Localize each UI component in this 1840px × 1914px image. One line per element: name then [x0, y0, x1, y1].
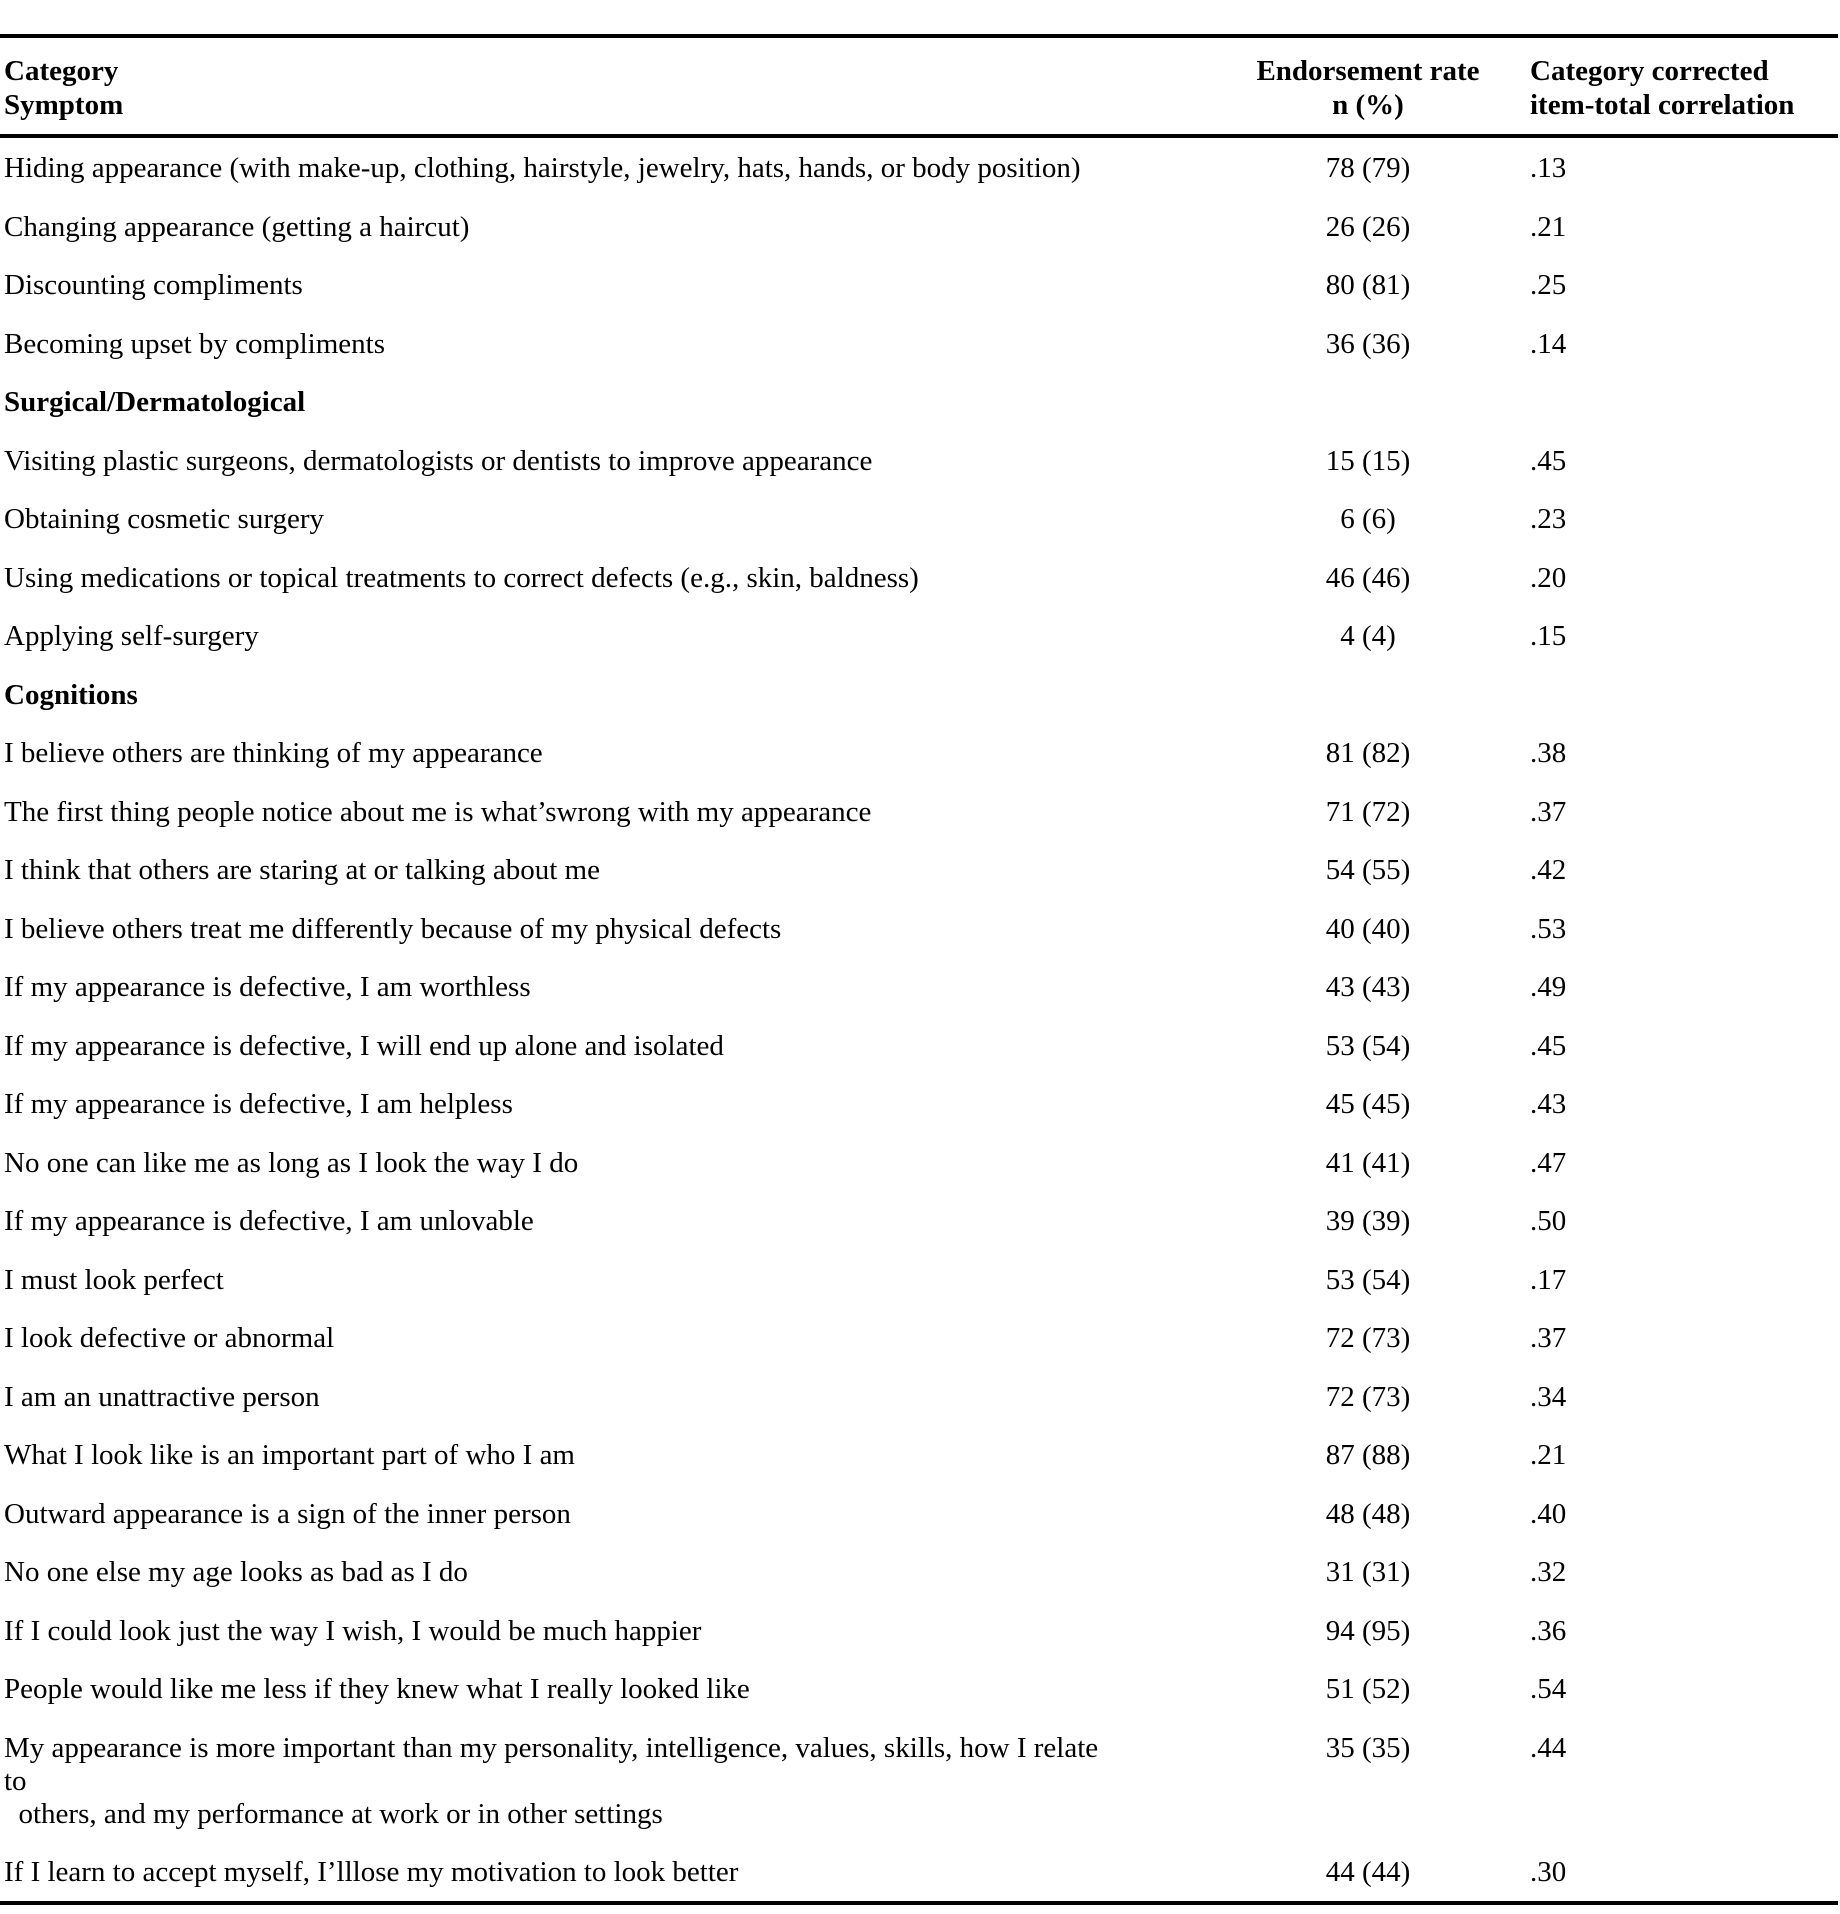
correlation-cell: .42	[1530, 854, 1567, 886]
endorsement-rate-cell: 40 (40)	[1325, 912, 1411, 945]
correlation-cell: .15	[1530, 620, 1567, 652]
header-col3-line2: item-total correlation	[1530, 89, 1795, 121]
symptom-cell: Hiding appearance (with make-up, clothing, hairstyle, jewelry, hats, hands, or body position)	[4, 152, 1081, 184]
endorsement-rate-cell: 94 (95)	[1325, 1614, 1411, 1647]
table-row	[0, 606, 1838, 665]
endorsement-rate-cell: 43 (43)	[1325, 971, 1411, 1003]
symptom-cell: I believe others are thinking of my appearance	[4, 737, 543, 769]
table-row	[0, 723, 1838, 782]
endorsement-rate-cell: 6 (6)	[1340, 503, 1396, 535]
correlation-cell: .20	[1530, 561, 1567, 594]
correlation-cell: .54	[1530, 1673, 1567, 1705]
table-row	[0, 1542, 1838, 1601]
table-row	[0, 1718, 1838, 1843]
symptom-cell: What I look like is an important part of who I am	[4, 1439, 575, 1471]
endorsement-rate-cell: 26 (26)	[1325, 210, 1411, 243]
endorsement-rate-cell: 51 (52)	[1325, 1673, 1411, 1705]
symptom-cell: If I learn to accept myself, I’lllose my motivation to look better	[4, 1856, 739, 1888]
correlation-cell: .44	[1530, 1731, 1567, 1764]
endorsement-rate-cell: 31 (31)	[1325, 1556, 1411, 1588]
table-row	[0, 1367, 1838, 1426]
symptom-cell: If my appearance is defective, I am helpless	[4, 1088, 513, 1120]
correlation-cell: .14	[1530, 327, 1567, 360]
endorsement-rate-cell: 44 (44)	[1325, 1856, 1411, 1888]
header-col2-line2: n (%)	[1332, 89, 1404, 121]
symptom-cell: If my appearance is defective, I am worthless	[4, 971, 531, 1003]
symptom-cell: Changing appearance (getting a haircut)	[4, 210, 470, 243]
table-row	[0, 782, 1838, 841]
section-heading: Cognitions	[4, 678, 138, 711]
table-row	[0, 548, 1838, 607]
symptom-cell: Discounting compliments	[4, 269, 303, 301]
correlation-cell: .38	[1530, 737, 1567, 769]
table-row	[0, 138, 1838, 197]
table-row	[0, 431, 1838, 490]
table-row	[0, 1425, 1838, 1484]
correlation-cell: .34	[1530, 1380, 1567, 1413]
correlation-cell: .45	[1530, 1029, 1567, 1062]
table-row	[0, 197, 1838, 256]
endorsement-rate-cell: 81 (82)	[1325, 737, 1411, 769]
symptom-cell: Visiting plastic surgeons, dermatologists or dentists to improve appearance	[4, 444, 873, 477]
correlation-cell: .17	[1530, 1263, 1567, 1296]
table-row	[0, 1308, 1838, 1367]
symptom-cell: I am an unattractive person	[4, 1380, 320, 1413]
table-bottom-rule	[0, 1901, 1838, 1905]
endorsement-rate-cell: 87 (88)	[1325, 1439, 1411, 1471]
header-category-symptom	[4, 54, 123, 122]
correlation-cell: .25	[1530, 269, 1567, 301]
header-col3-line1: Category corrected	[1530, 55, 1769, 87]
table-row	[0, 1484, 1838, 1543]
table-row	[0, 1016, 1838, 1075]
endorsement-rate-cell: 53 (54)	[1325, 1263, 1411, 1296]
table-row	[0, 1074, 1838, 1133]
table-body	[0, 138, 1838, 1901]
header-col1-line1: Category	[4, 55, 119, 87]
header-col1-line2: Symptom	[4, 89, 124, 121]
correlation-cell: .45	[1530, 444, 1567, 477]
table-row	[0, 1601, 1838, 1660]
correlation-cell: .30	[1530, 1856, 1567, 1888]
table-row	[0, 840, 1838, 899]
endorsement-rate-cell: 36 (36)	[1325, 327, 1411, 360]
symptom-cell: If my appearance is defective, I will end up alone and isolated	[4, 1029, 724, 1062]
table-row	[0, 957, 1838, 1016]
table-row	[0, 314, 1838, 373]
header-col2-line1: Endorsement rate	[1256, 55, 1480, 87]
endorsement-rate-cell: 53 (54)	[1325, 1029, 1411, 1062]
table-header	[0, 38, 1838, 134]
symptom-cell: I believe others treat me differently because of my physical defects	[4, 912, 782, 945]
table-row	[0, 1659, 1838, 1718]
symptom-line: others, and my performance at work or in other settings	[4, 1797, 663, 1830]
header-correlation	[1530, 54, 1794, 122]
symptom-cell: Outward appearance is a sign of the inner person	[4, 1497, 571, 1530]
section-heading-row	[0, 372, 1838, 431]
correlation-cell: .43	[1530, 1088, 1567, 1120]
correlation-cell: .40	[1530, 1497, 1567, 1530]
symptom-cell: No one else my age looks as bad as I do	[4, 1556, 468, 1588]
correlation-cell: .53	[1530, 912, 1567, 945]
endorsement-rate-cell: 41 (41)	[1325, 1146, 1411, 1179]
symptom-line: My appearance is more important than my personality, intelligence, values, skills, how I relate	[4, 1731, 1099, 1764]
correlation-cell: .37	[1530, 795, 1567, 828]
correlation-cell: .13	[1530, 152, 1567, 184]
correlation-cell: .37	[1530, 1322, 1567, 1354]
endorsement-rate-cell: 39 (39)	[1325, 1205, 1411, 1237]
symptom-cell: Applying self-surgery	[4, 620, 259, 652]
symptom-cell	[4, 1732, 1199, 1831]
endorsement-rate-cell: 80 (81)	[1325, 269, 1411, 301]
symptom-cell: Obtaining cosmetic surgery	[4, 503, 325, 535]
correlation-cell: .32	[1530, 1556, 1567, 1588]
endorsement-rate-cell: 72 (73)	[1325, 1380, 1411, 1413]
symptom-line: to	[4, 1764, 27, 1797]
symptom-cell: The first thing people notice about me is what’swrong with my appearance	[4, 795, 872, 828]
correlation-cell: .47	[1530, 1146, 1567, 1179]
symptom-cell: I must look perfect	[4, 1263, 224, 1296]
endorsement-rate-cell: 35 (35)	[1325, 1731, 1411, 1764]
endorsement-rate-cell: 71 (72)	[1325, 795, 1411, 828]
symptom-cell: If I could look just the way I wish, I would be much happier	[4, 1614, 702, 1647]
endorsement-rate-cell: 46 (46)	[1325, 561, 1411, 594]
table-row	[0, 1191, 1838, 1250]
symptom-cell: Becoming upset by compliments	[4, 327, 385, 360]
endorsement-rate-cell: 78 (79)	[1325, 152, 1411, 184]
symptom-cell: I think that others are staring at or talking about me	[4, 854, 600, 886]
symptom-cell: Using medications or topical treatments to correct defects (e.g., skin, baldness)	[4, 561, 919, 594]
correlation-cell: .21	[1530, 210, 1567, 243]
endorsement-rate-cell: 4 (4)	[1340, 620, 1396, 652]
symptom-table	[0, 34, 1838, 1905]
header-endorsement-rate	[1235, 54, 1501, 122]
table-row	[0, 1133, 1838, 1192]
correlation-cell: .21	[1530, 1439, 1567, 1471]
symptom-cell: No one can like me as long as I look the way I do	[4, 1146, 579, 1179]
endorsement-rate-cell: 15 (15)	[1325, 444, 1411, 477]
correlation-cell: .49	[1530, 971, 1567, 1003]
endorsement-rate-cell: 72 (73)	[1325, 1322, 1411, 1354]
endorsement-rate-cell: 48 (48)	[1325, 1497, 1411, 1530]
endorsement-rate-cell: 45 (45)	[1325, 1088, 1411, 1120]
table-row	[0, 1842, 1838, 1901]
table-row	[0, 255, 1838, 314]
table-row	[0, 1250, 1838, 1309]
correlation-cell: .50	[1530, 1205, 1567, 1237]
endorsement-rate-cell: 54 (55)	[1325, 854, 1411, 886]
symptom-cell: I look defective or abnormal	[4, 1322, 335, 1354]
table-row	[0, 899, 1838, 958]
table-row	[0, 489, 1838, 548]
symptom-cell: If my appearance is defective, I am unlovable	[4, 1205, 534, 1237]
correlation-cell: .23	[1530, 503, 1567, 535]
symptom-cell: People would like me less if they knew what I really looked like	[4, 1673, 750, 1705]
section-heading: Surgical/Dermatological	[4, 386, 306, 418]
section-heading-row	[0, 665, 1838, 724]
correlation-cell: .36	[1530, 1614, 1567, 1647]
